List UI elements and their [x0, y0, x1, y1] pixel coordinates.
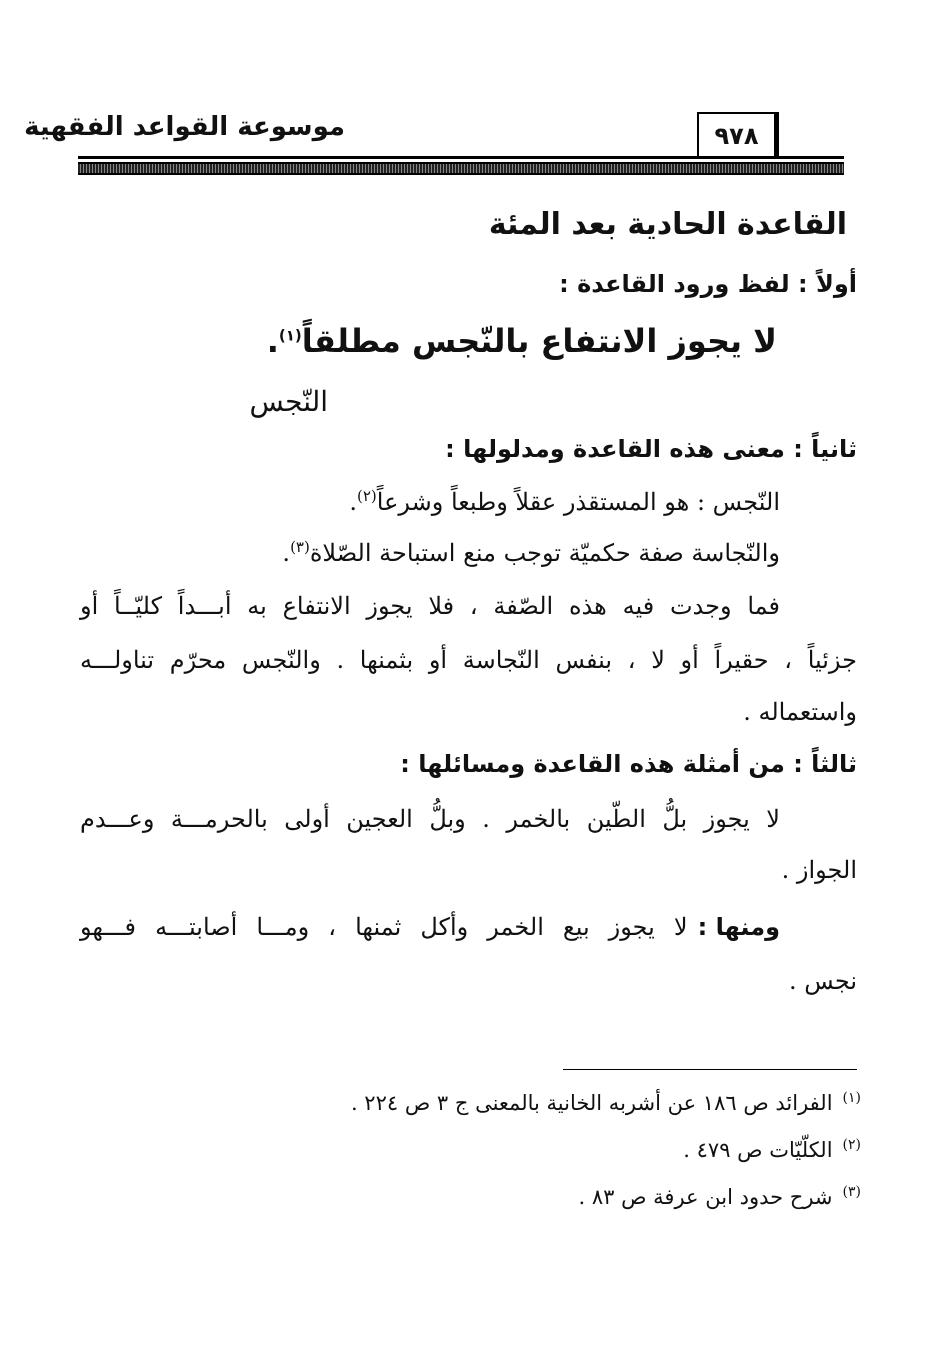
running-header-title: موسوعة القواعد الفقهية [24, 112, 345, 142]
header-divider-thin-line [78, 156, 844, 159]
header-divider-thick-band [78, 162, 844, 175]
example1-line-2: الجواز . [781, 856, 857, 884]
explanation-line-1: فما وجدت فيه هذه الصّفة ، فلا يجوز الانتفاع به أبـــداً كليّــاً أو [80, 592, 780, 620]
part1-heading: أولاً : لفظ ورود القاعدة : [559, 270, 857, 298]
definition-najs-text: النّجس : هو المستقذر عقلاً وطبعاً وشرعاً [376, 488, 780, 516]
footnote-3 [579, 1184, 861, 1209]
rule-statement [267, 322, 777, 360]
footnote-separator [563, 1069, 857, 1070]
explanation-line-3: واستعماله . [743, 698, 857, 726]
footnote-3-text: شرح حدود ابن عرفة ص ٨٣ . [578, 1185, 833, 1209]
definition-najs-end: . [349, 488, 357, 516]
example2-line-1 [80, 913, 780, 941]
keyword-nujs: النّجس [249, 385, 328, 418]
rule-statement-text: لا يجوز الانتفاع بالنّجس مطلقاً [301, 322, 777, 360]
footnote-1-text: الفرائد ص ١٨٦ عن أشربه الخانية بالمعنى ج ٣ ص ٢٢٤ . [350, 1091, 833, 1115]
footnote-3-number: (٣) [842, 1184, 861, 1200]
explanation-line-2: جزئياً ، حقيراً أو لا ، بنفس النّجاسة أو بثمنها . والنّجس محرّم تناولـــه [80, 646, 858, 674]
footnote-ref-1: (١) [278, 326, 302, 345]
definition-najasa [282, 538, 780, 567]
footnote-1 [351, 1090, 861, 1115]
footnote-2-number: (٢) [842, 1137, 861, 1153]
rule-statement-end: . [266, 322, 279, 360]
example1-line-1: لا يجوز بلُّ الطّين بالخمر . وبلُّ العجين أولى بالحرمـــة وعـــدم [80, 805, 780, 833]
definition-najasa-end: . [282, 539, 291, 567]
footnote-2 [683, 1137, 861, 1162]
footnote-ref-3: (٣) [290, 538, 310, 556]
part3-heading: ثالثاً : من أمثلة هذه القاعدة ومسائلها : [400, 750, 857, 778]
footnote-ref-2: (٢) [356, 487, 377, 505]
header-divider [78, 156, 844, 176]
footnote-1-number: (١) [842, 1090, 861, 1106]
example2-lead: ومنها : [697, 913, 780, 941]
footnote-2-text: الكلّيّات ص ٤٧٩ . [683, 1138, 833, 1162]
definition-najasa-text: والنّجاسة صفة حكميّة توجب منع استباحة الصّلاة [309, 539, 780, 567]
definition-najs [349, 487, 780, 516]
example2-line-2: نجس . [788, 967, 857, 995]
section-title: القاعدة الحادية بعد المئة [488, 207, 847, 242]
page-number: ٩٧٨ [697, 112, 779, 158]
part2-heading: ثانياً : معنى هذه القاعدة ومدلولها : [445, 435, 857, 463]
example2-text: لا يجوز بيع الخمر وأكل ثمنها ، ومـــا أصابتـــه فـــهو [80, 913, 688, 941]
